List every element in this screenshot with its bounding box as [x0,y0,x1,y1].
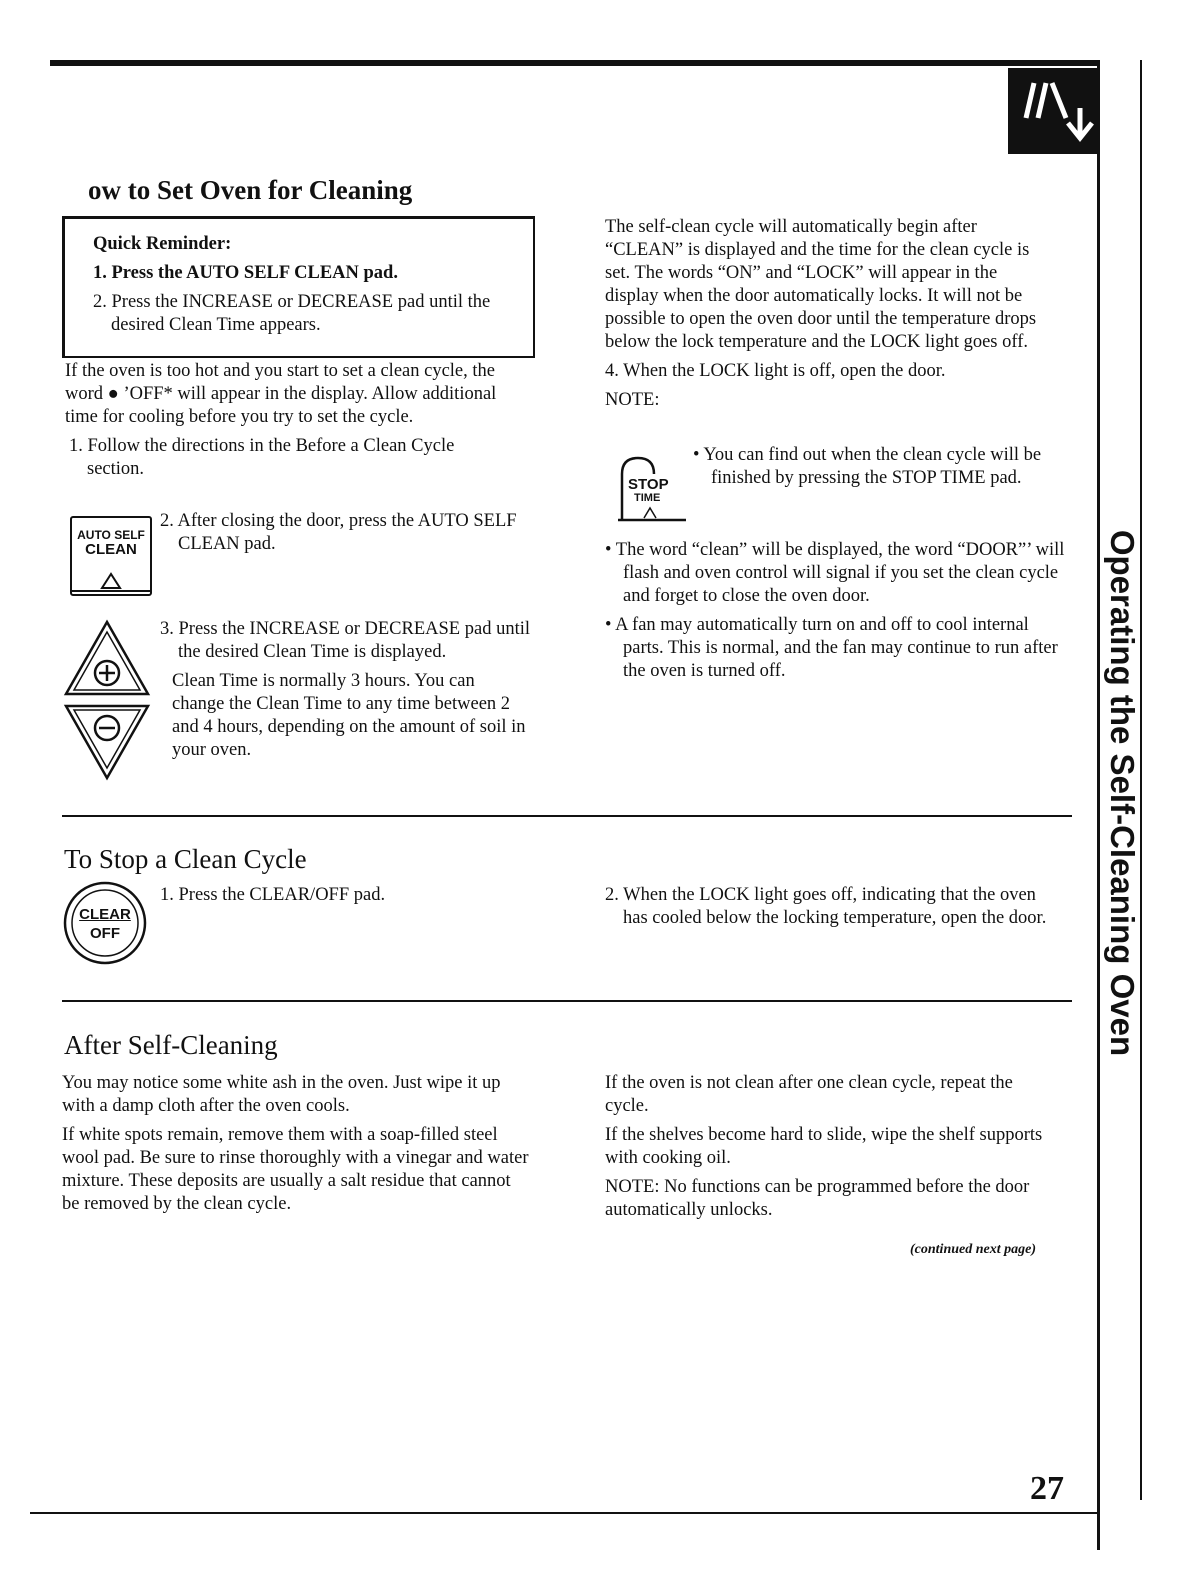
clean-label: CLEAN [85,541,137,558]
auto-self-clean-pad-icon [70,516,152,596]
after-para1: You may notice some white ash in the oven. Just wipe it up with a damp cloth after the oven cools. [62,1073,501,1116]
increase-arrow-icon [62,618,152,698]
stop-step1: 1. Press the CLEAR/OFF pad. [160,885,386,905]
sidebar-title-text: Operating the Self-Cleaning Oven [1104,529,1141,1057]
oven-logo-icon [1008,68,1100,154]
after-right-column [605,1072,1055,1228]
reminder-step1: 1. Press the AUTO SELF CLEAN pad. [93,263,398,283]
bottom-rule [30,1512,1098,1514]
decrease-arrow-icon [62,702,152,782]
after-para4: If the shelves become hard to slide, wipe the shelf supports with cooking oil. [605,1125,1043,1168]
reminder-step2: 2. Press the INCREASE or DECREASE pad until the desired Clean Time appears. [93,292,491,335]
stop-time-bullet: • You can find out when the clean cycle will be finished by pressing the STOP TIME pad. [693,445,1042,488]
clear-label: CLEAR [79,906,131,923]
stop-time-pad-icon [614,454,690,524]
note-label: NOTE: [605,390,660,410]
step1-text: 1. Follow the directions in the Before a Clean Cycle section. [69,436,455,479]
clean-time-note: Clean Time is normally 3 hours. You can change the Clean Time to any time between 2 and 4 hours, depending on the amount of soil in your oven. [172,671,526,760]
step3-text: 3. Press the INCREASE or DECREASE pad until the desired Clean Time is displayed. [160,619,530,662]
self-clean-paragraph: The self-clean cycle will automatically begin after “CLEAN” is displayed and the time for the clean cycle is set. The words “ON” and “LOCK” will appear in the display when the door automatically locks. It will not be possible to open the oven door until the temperature drops below the lock temperature and the LOCK light goes off. [605,217,1037,352]
continued-note: (continued next page) [910,1242,1036,1257]
stop-cycle-title: To Stop a Clean Cycle [64,844,307,874]
divider-1 [62,815,1072,817]
stop-label: STOP [628,476,669,493]
after-left-column [62,1072,530,1222]
set-oven-title: ow to Set Oven for Cleaning [88,175,413,205]
bullet-door: • The word “clean” will be displayed, the word “DOOR”’ will flash and oven control will signal if you set the clean cycle and forget to close the oven door. [605,540,1065,606]
page-number: 27 [1030,1470,1064,1507]
time-label: TIME [634,492,661,504]
step4-text: 4. When the LOCK light is off, open the door. [605,361,946,381]
hot-note [65,360,520,487]
right-border-line [1097,60,1100,1550]
reminder-heading: Quick Reminder: [93,234,232,254]
hot-note-text: If the oven is too hot and you start to set a clean cycle, the word ● ’OFF* will appear in the display. Allow additional time for cooling before you try to set the cycle. [65,361,497,427]
divider-2 [62,1000,1072,1002]
sidebar-title [1102,528,1142,1058]
auto-self-label: AUTO SELF [77,528,145,542]
step2-text: 2. After closing the door, press the AUTO SELF CLEAN pad. [160,511,517,554]
after-cleaning-title: After Self-Cleaning [64,1030,278,1060]
clear-off-pad-icon [62,880,148,966]
quick-reminder-box [62,216,535,358]
right-bullets [605,539,1075,689]
off-label: OFF [90,925,120,942]
after-para3: If the oven is not clean after one clean cycle, repeat the cycle. [605,1073,1013,1116]
right-column-set [605,216,1045,418]
after-para5: NOTE: No functions can be programmed before the door automatically unlocks. [605,1177,1030,1220]
after-para2: If white spots remain, remove them with a soap-filled steel wool pad. Be sure to rinse thoroughly with a vinegar and water mixture. These deposits are usually a salt residue that cannot be removed by the clean cycle. [62,1125,529,1214]
bullet-fan: • A fan may automatically turn on and off to cool internal parts. This is normal, and the fan may continue to run after the oven is turned off. [605,615,1058,681]
top-rule [50,60,1100,66]
stop-step2: 2. When the LOCK light goes off, indicating that the oven has cooled below the locking temperature, open the door. [605,885,1047,928]
step3-block [160,618,530,768]
